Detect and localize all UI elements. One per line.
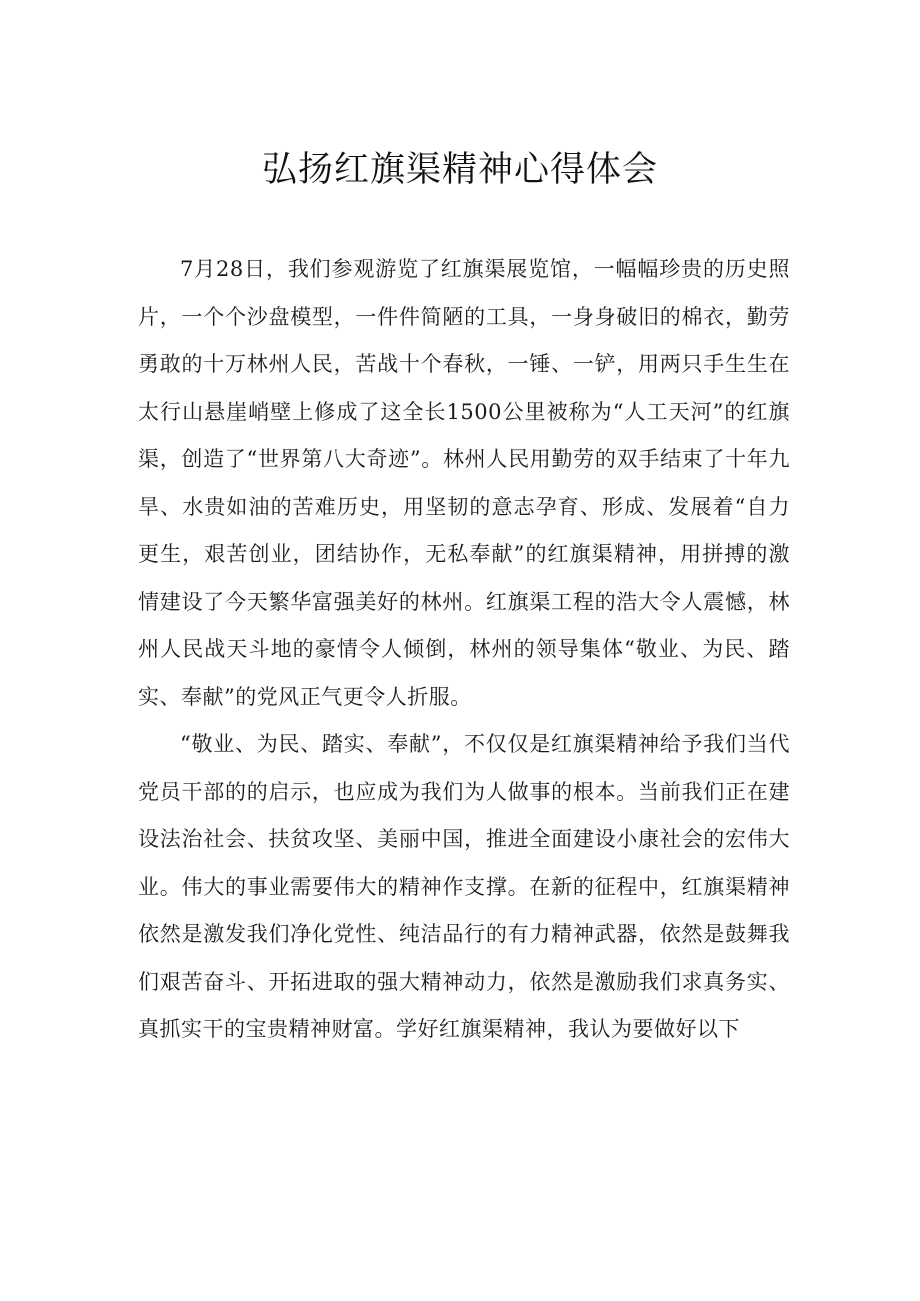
paragraph-1: 7月28日，我们参观游览了红旗渠展览馆，一幅幅珍贵的历史照片，一个个沙盘模型，一件件简陋的工具，一身身破旧的棉衣，勤劳勇敢的十万林州人民，苦战十个春秋，一锤、一铲，用两只手生生在太行山悬崖峭壁上修成了这全长1500公里被称为“人工天河”的红旗渠，创造了“世界第八大奇迹”。林州人民用勤劳的双手结束了十年九旱、水贵如油的苦难历史，用坚韧的意志孕育、形成、发展着“自力更生，艰苦创业，团结协作，无私奉献”的红旗渠精神，用拼搏的激情建设了今天繁华富强美好的林州。红旗渠工程的浩大令人震憾，林州人民战天斗地的豪情令人倾倒，林州的领导集体“敬业、为民、踏实、奉献”的党风正气更令人折服。 [138,257,790,709]
paragraph-2: “敬业、为民、踏实、奉献”，不仅仅是红旗渠精神给予我们当代党员干部的的启示，也应成为我们为人做事的根本。当前我们正在建设法治社会、扶贫攻坚、美丽中国，推进全面建设小康社会的宏伟大业。伟大的事业需要伟大的精神作支撑。在新的征程中，红旗渠精神依然是激发我们净化党性、纯洁品行的有力精神武器，依然是鼓舞我们艰苦奋斗、开拓进取的强大精神动力，依然是激励我们求真务实、真抓实干的宝贵精神财富。学好红旗渠精神，我认为要做好以下 [138,732,790,1041]
document-title: 弘扬红旗渠精神心得体会 [261,150,658,190]
document-body [138,246,790,1054]
